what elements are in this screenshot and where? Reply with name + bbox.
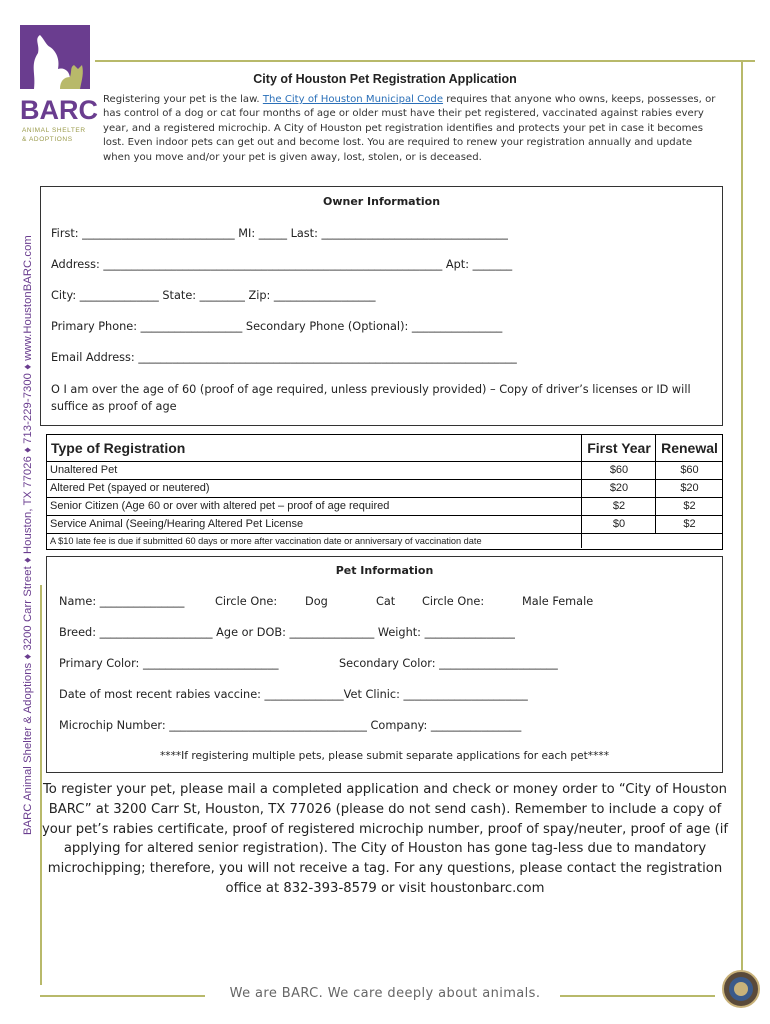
municipal-code-link[interactable]: The City of Houston Municipal Code	[262, 94, 444, 105]
pet-breed-field[interactable]: Breed: ____________________ Age or DOB: _______________ Weight: ________________	[59, 626, 515, 639]
late-fee-row	[47, 534, 722, 548]
intro-paragraph: Registering your pet is the law. The City of Houston Municipal Code requires that anyone who owns, keeps, possesses, or has control of a dog or cat four months of age or older must have their pet registered, vaccinated against rabies every year, and a registered microchip. A City of Houston pet registration identifies and protects your pet in case it becomes lost. Even indoor pets can get out and become lost. You are required to renew your registration annually and update when you move and/or your pet is given away, lost, stolen, or is deceased.	[103, 94, 716, 163]
row-first-year: $20	[581, 480, 656, 497]
registration-type-table	[46, 434, 723, 550]
late-fee-note: A $10 late fee is due if submitted 60 days or more after vaccination date or anniversary of vaccination date	[50, 536, 482, 546]
city-seal-icon	[722, 970, 760, 1008]
owner-name-field[interactable]: First: ___________________________ MI: _____ Last: _________________________________	[51, 227, 508, 240]
mailing-instructions: To register your pet, please mail a completed application and check or money order to “City of Houston BARC” at 3200 Carr St, Houston, TX 77026 (please do not send cash). Remember to include a copy of your pet’s rabies certificate, proof of registered microchip number, proof of spay/neuter, proof of age (if applying for altered senior registration). The City of Houston has gone tag-less due to mandatory microchipping; therefore, you will not receive a tag. For any questions, please contact the registration office at 832-393-8579 or visit houstonbarc.com	[41, 782, 729, 896]
header-renewal: Renewal	[655, 435, 723, 461]
rabies-vaccine-field[interactable]: Date of most recent rabies vaccine: ______________Vet Clinic: ______________________	[59, 688, 528, 701]
table-row	[47, 462, 722, 480]
owner-city-field[interactable]: City: ______________ State: ________ Zip: __________________	[51, 289, 376, 302]
owner-section-title: Owner Information	[322, 195, 441, 208]
header-first-year: First Year	[581, 435, 656, 461]
header-type: Type of Registration	[51, 440, 186, 456]
option-cat[interactable]: Cat	[376, 595, 396, 608]
table-row	[47, 480, 722, 498]
late-fee-empty-cell	[581, 534, 656, 548]
row-type-label: Senior Citizen (Age 60 or over with altered pet – proof of age required	[50, 500, 390, 512]
logo-wordmark: BARC	[20, 95, 98, 125]
option-sex[interactable]: Male Female	[522, 595, 594, 608]
logo-subtitle-line2: & ADOPTIONS	[22, 136, 73, 143]
species-circle-label: Circle One:	[215, 595, 278, 608]
logo-subtitle-line1: ANIMAL SHELTER	[22, 127, 86, 134]
owner-information-box	[40, 186, 723, 426]
table-row	[47, 498, 722, 516]
row-first-year: $0	[581, 516, 656, 533]
pet-section-title: Pet Information	[335, 564, 434, 577]
microchip-field[interactable]: Microchip Number: ___________________________________ Company: ________________	[59, 719, 522, 732]
page-title: City of Houston Pet Registration Application	[253, 72, 517, 86]
row-renewal: $20	[655, 480, 723, 497]
row-type-label: Altered Pet (spayed or neutered)	[50, 482, 210, 494]
row-type-label: Unaltered Pet	[50, 464, 118, 476]
contact-side-text: BARC Animal Shelter & Adoptions ♦ 3200 Carr Street ♦ Houston, TX 77026 ♦ 713-229-7300 ♦ www.HoustonBARC.com	[22, 235, 34, 835]
row-renewal: $2	[655, 516, 723, 533]
owner-address-field[interactable]: Address: ____________________________________________________________ Apt: _______	[51, 258, 513, 271]
secondary-color-field[interactable]: Secondary Color: _____________________	[339, 657, 558, 670]
barc-logo	[20, 25, 98, 150]
row-first-year: $2	[581, 498, 656, 515]
frame-top-line	[95, 60, 755, 62]
frame-right-line	[741, 60, 743, 990]
row-first-year: $60	[581, 462, 656, 479]
pet-name-field[interactable]: Name: _______________	[59, 595, 185, 608]
footer-tagline: We are BARC. We care deeply about animals.	[229, 986, 541, 1001]
primary-color-field[interactable]: Primary Color: ________________________	[59, 657, 279, 670]
senior-checkbox-statement[interactable]: O I am over the age of 60 (proof of age required, unless previously provided) – Copy of driver’s licenses or ID will suffice as proof of age	[51, 383, 691, 413]
sex-circle-label: Circle One:	[422, 595, 485, 608]
logo-subtitle	[22, 126, 86, 144]
owner-phone-field[interactable]: Primary Phone: __________________ Secondary Phone (Optional): ________________	[51, 320, 503, 333]
row-type-label: Service Animal (Seeing/Hearing Altered Pet License	[50, 518, 304, 530]
option-dog[interactable]: Dog	[305, 595, 328, 608]
pet-information-box	[46, 556, 723, 773]
table-row	[47, 516, 722, 534]
row-renewal: $60	[655, 462, 723, 479]
owner-email-field[interactable]: Email Address: ___________________________________________________________________	[51, 351, 517, 364]
row-renewal: $2	[655, 498, 723, 515]
table-header-row	[47, 435, 722, 462]
multiple-pets-note: ****If registering multiple pets, please submit separate applications for each pet****	[159, 750, 609, 762]
